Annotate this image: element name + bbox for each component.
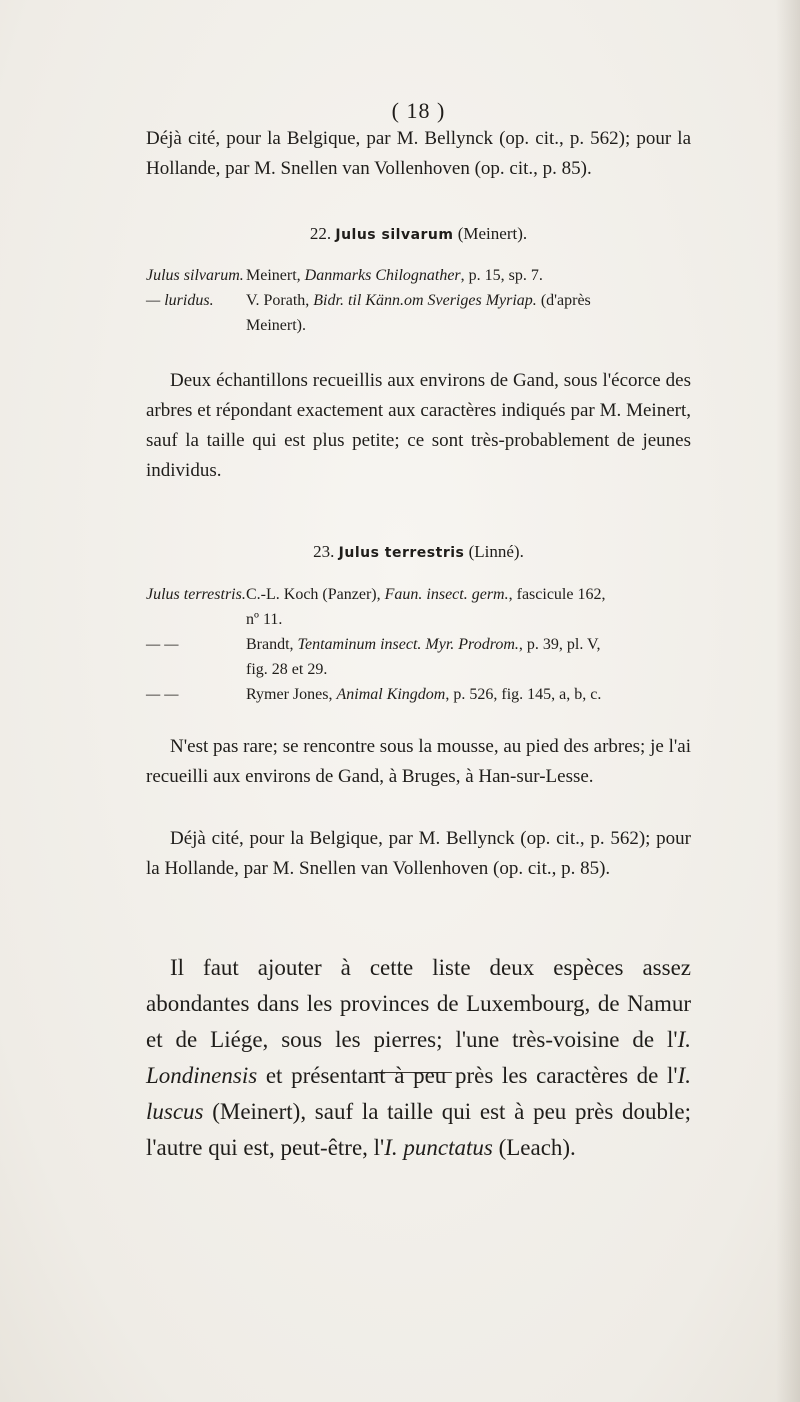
species-name: Julus silvarum bbox=[335, 227, 454, 243]
page-edge-shadow bbox=[776, 0, 800, 1402]
species-number: 22. bbox=[309, 224, 332, 243]
species-ref: I. luscus bbox=[146, 1063, 691, 1124]
paragraph-top: Déjà cité, pour la Belgique, par M. Bellynck (op. cit., p. 562); pour la Hollande, par M. Snellen van Vollenhoven (op. cit., p. 85). bbox=[146, 128, 691, 179]
synonym-continuation: nº 11. bbox=[246, 611, 283, 628]
synonym-reference: V. Porath, Bidr. til Känn.om Sveriges Myriap. (d'après bbox=[246, 292, 591, 309]
synonym-row bbox=[146, 288, 691, 313]
species-ref: I. punctatus bbox=[384, 1135, 493, 1160]
synonym-label: — luridus. bbox=[146, 292, 214, 309]
species-name: Julus terrestris bbox=[338, 545, 465, 561]
synonym-reference: Rymer Jones, Animal Kingdom, p. 526, fig. 145, a, b, c. bbox=[246, 686, 602, 703]
synonym-reference: Meinert, Danmarks Chilognather, p. 15, sp. 7. bbox=[246, 267, 543, 284]
page-number: ( 18 ) bbox=[391, 98, 446, 123]
synonym-row bbox=[146, 582, 691, 607]
species-ref: I. Londinensis bbox=[146, 1027, 691, 1088]
paragraph-final: Il faut ajouter à cette liste deux espèces assez abondantes dans les provinces de Luxembourg, de Namur et de Liége, sous les pierres; l'une très-voisine de l'I. Londinensis et présentant à peu près les caractères de l'I. luscus (Meinert), sauf la taille qui est à peu près double; l'autre qui est, peut-être, l'I. punctatus (Leach). bbox=[146, 955, 691, 1160]
synonym-label: Julus terrestris. bbox=[146, 586, 246, 603]
synonym-continuation: fig. 28 et 29. bbox=[246, 661, 328, 678]
synonym-reference: Brandt, Tentaminum insect. Myr. Prodrom., p. 39, pl. V, bbox=[246, 636, 601, 653]
species-number: 23. bbox=[313, 542, 335, 561]
synonym-row bbox=[146, 682, 691, 707]
paragraph-23b: Déjà cité, pour la Belgique, par M. Bellynck (op. cit., p. 562); pour la Hollande, par M. Snellen van Vollenhoven (op. cit., p. 85). bbox=[146, 828, 691, 879]
synonym-row bbox=[146, 263, 691, 288]
synonym-continuation: Meinert). bbox=[246, 317, 306, 334]
species-heading-23 bbox=[146, 540, 691, 565]
synonymy-23 bbox=[146, 582, 691, 707]
synonym-label: Julus silvarum. bbox=[146, 267, 244, 284]
synonym-reference: C.-L. Koch (Panzer), Faun. insect. germ., fascicule 162, bbox=[246, 586, 606, 603]
synonym-row bbox=[146, 632, 691, 657]
species-author: (Linné). bbox=[468, 542, 524, 561]
species-author: (Meinert). bbox=[457, 224, 528, 243]
synonym-label: — — bbox=[146, 636, 179, 653]
paragraph-22: Deux échantillons recueillis aux environs de Gand, sous l'écorce des arbres et répondant exactement aux caractères indiqués par M. Meinert, sauf la taille qui est plus petite; ce sont très-probablement de jeunes individus. bbox=[146, 370, 691, 481]
synonym-label: — — bbox=[146, 686, 179, 703]
paragraph-23a: N'est pas rare; se rencontre sous la mousse, au pied des arbres; je l'ai recueilli aux environs de Gand, à Bruges, à Han-sur-Lesse. bbox=[146, 736, 691, 787]
species-heading-22 bbox=[146, 222, 691, 247]
synonymy-22 bbox=[146, 263, 691, 338]
